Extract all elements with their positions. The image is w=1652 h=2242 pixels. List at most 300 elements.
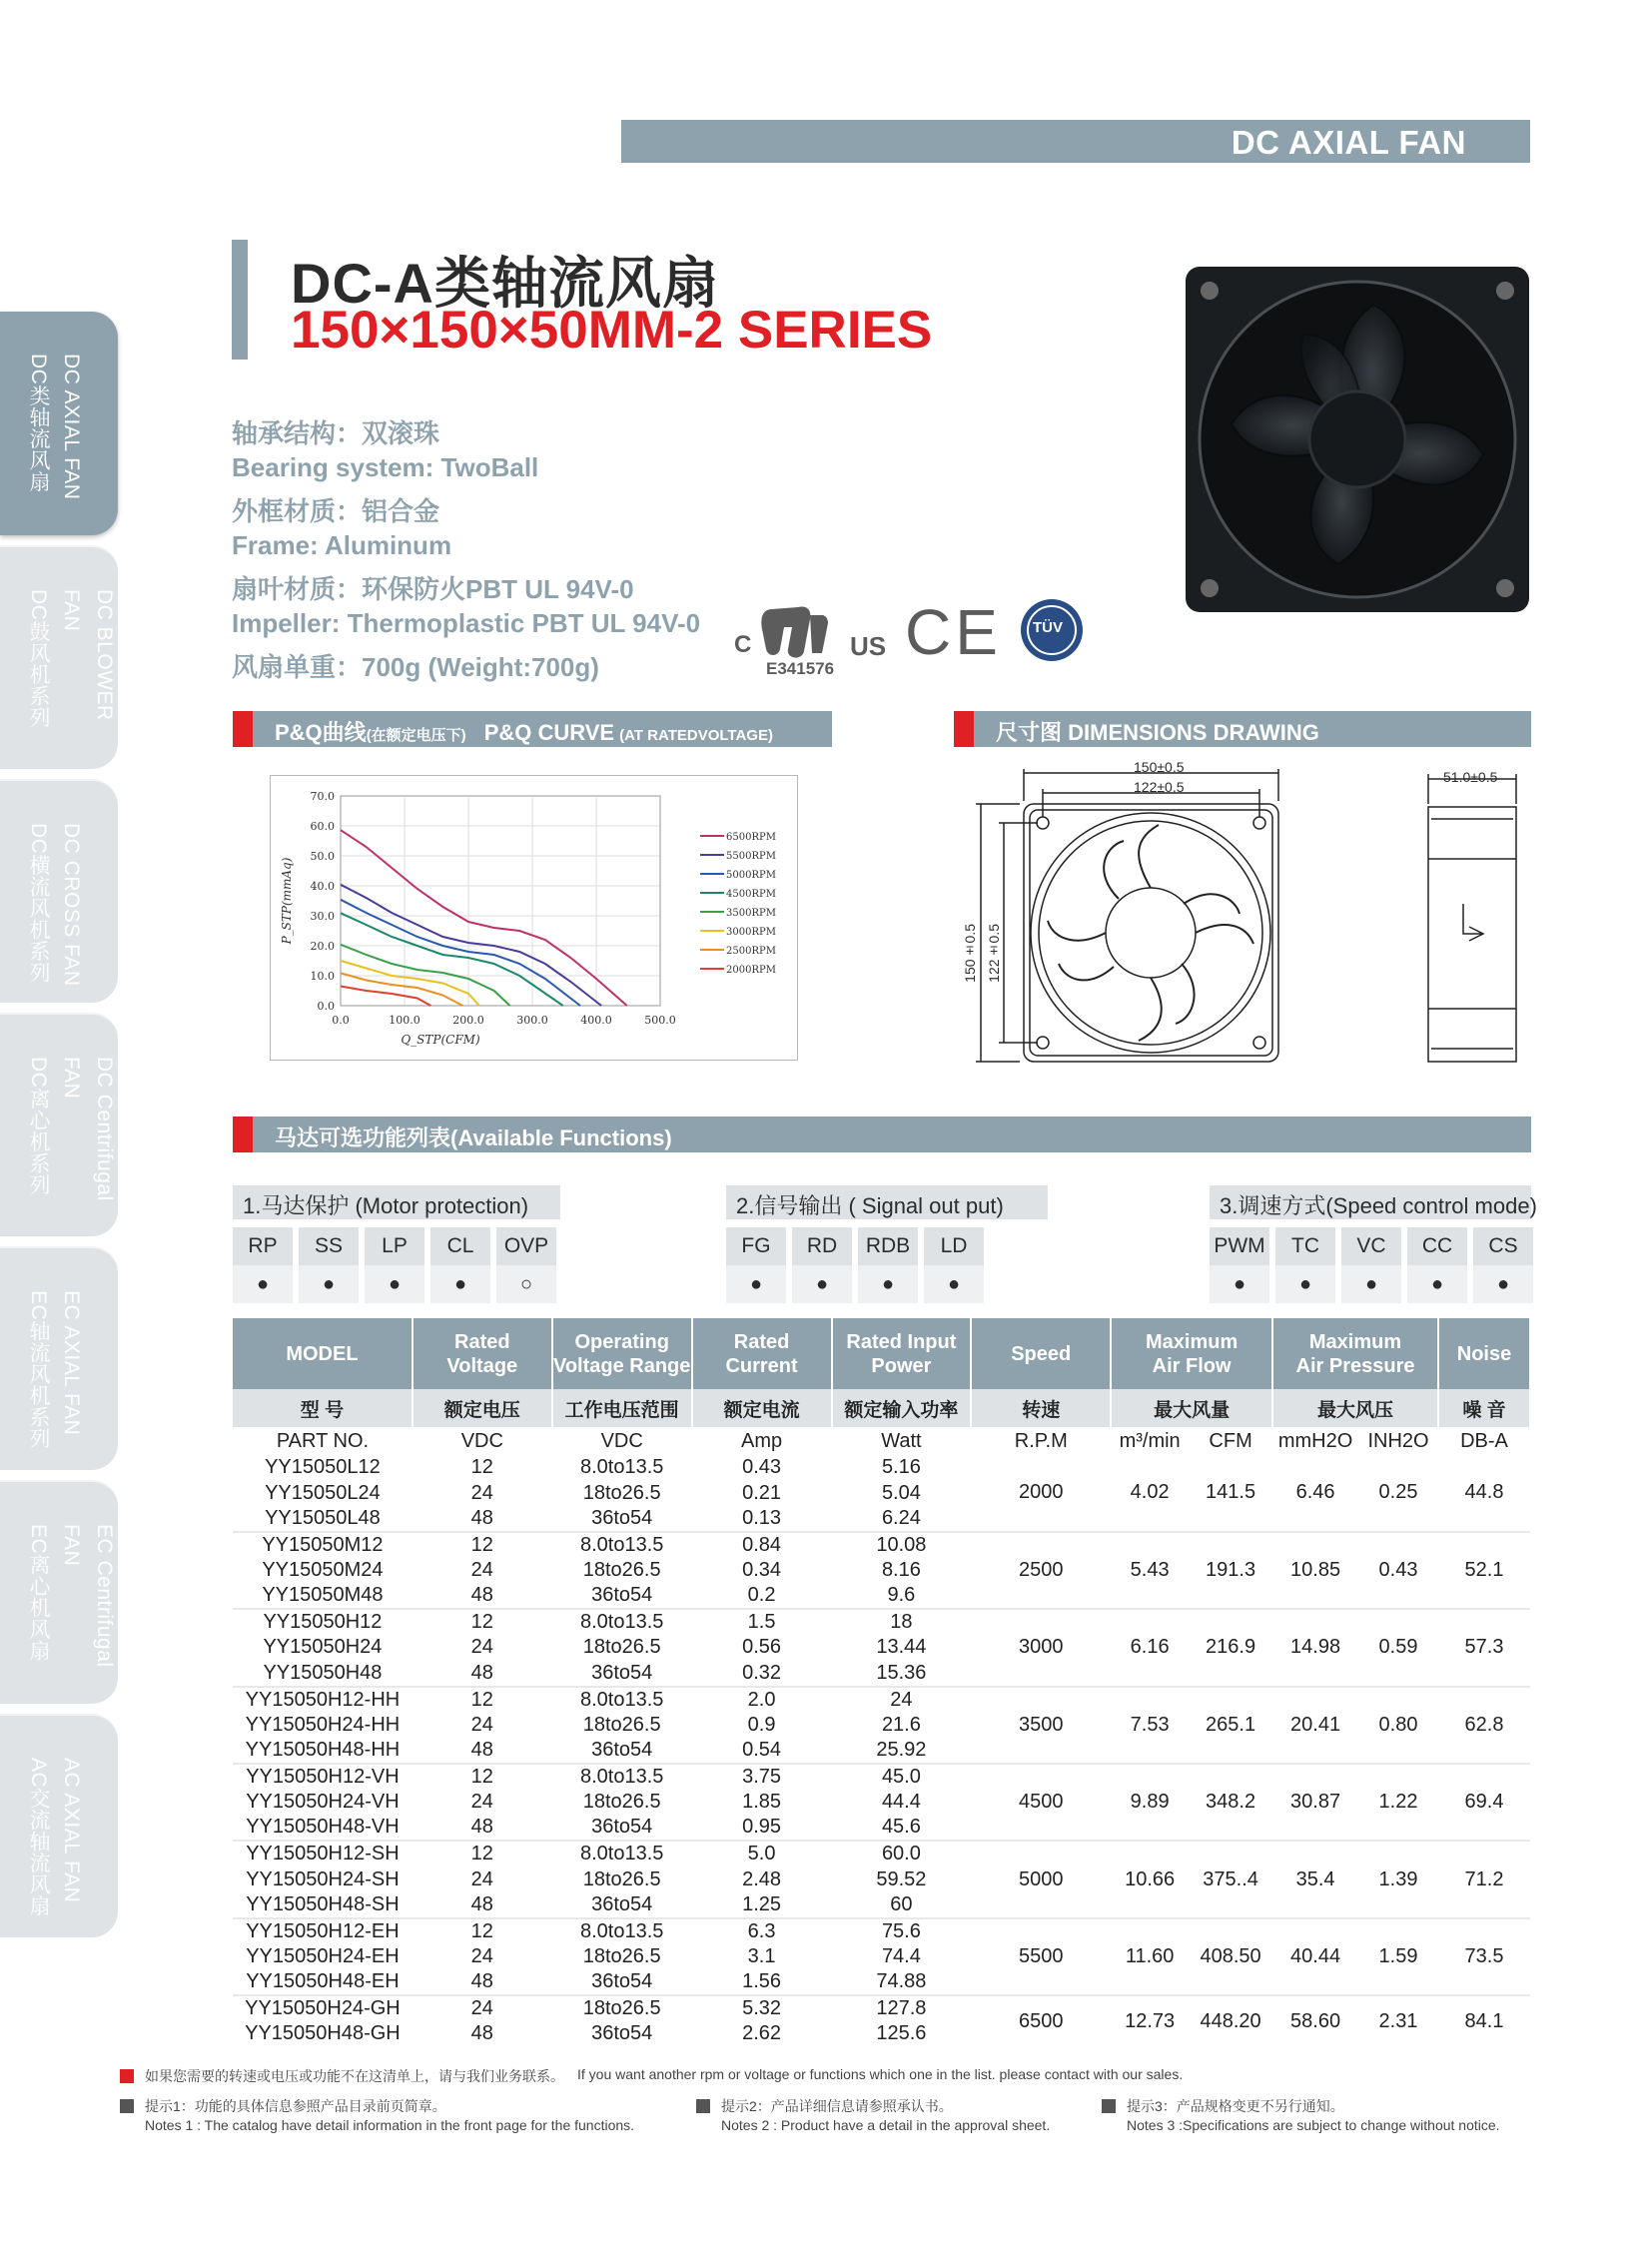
- cell-mmh2o: 20.41: [1272, 1687, 1358, 1764]
- th-model: MODEL: [233, 1318, 413, 1389]
- cell-speed: 4500: [971, 1764, 1111, 1841]
- tab-cn: DC鼓风机系列: [27, 589, 50, 728]
- cell-m3min: 6.16: [1111, 1609, 1189, 1686]
- cell-power: 25.92: [876, 1738, 927, 1761]
- cell-range: 18to26.5: [552, 1995, 692, 2021]
- cell-current: 0.13: [742, 1506, 782, 1529]
- func-mark-rd: ●: [792, 1265, 852, 1303]
- cell-voltage: 24: [470, 1791, 493, 1814]
- unit-mmh2o: mmH2O: [1277, 1429, 1353, 1452]
- cell-range: 18to26.5: [582, 1713, 661, 1736]
- cell-current: 0.34: [742, 1558, 782, 1581]
- y-tick-label: 60.0: [310, 820, 335, 833]
- cell-inh2o: 2.31: [1358, 1995, 1438, 2046]
- section-marker: [954, 711, 974, 747]
- cell-model: YY15050M48: [262, 1584, 384, 1607]
- legend-label: 5500RPM: [726, 851, 776, 862]
- func-code-rdb: RDB: [858, 1227, 918, 1265]
- cell-cfm: 408.50: [1189, 1918, 1272, 1995]
- cell-power: 60.0: [832, 1841, 972, 1867]
- series-line-6500rpm: [341, 830, 627, 1006]
- unit-m3min: m³/min: [1119, 1429, 1181, 1452]
- y-tick-label: 0.0: [317, 1000, 335, 1013]
- tab-en: DC BLOWER FAN: [60, 589, 116, 721]
- cell-voltage: 48: [470, 1892, 493, 1915]
- cell-speed: 3500: [971, 1687, 1111, 1764]
- y-tick-label: 50.0: [310, 850, 335, 863]
- cell-mmh2o: 35.4: [1272, 1841, 1358, 1917]
- func-code-vc: VC: [1341, 1227, 1401, 1265]
- func-mark-vc: ●: [1341, 1265, 1401, 1303]
- th-cn-voltage: 额定电压: [413, 1389, 552, 1427]
- cell-model: YY15050H12-SH: [233, 1841, 413, 1867]
- cell-m3min: 4.02: [1130, 1481, 1170, 1504]
- y-axis-label: P_STP(mmAq): [280, 857, 294, 945]
- cell-current: 1.85: [742, 1791, 782, 1814]
- unit-cfm: CFM: [1209, 1429, 1252, 1452]
- th-noise: Noise: [1438, 1318, 1530, 1389]
- cell-range: 36to54: [591, 1506, 653, 1529]
- dimension-title: 尺寸图 DIMENSIONS DRAWING: [996, 720, 1319, 745]
- functions-title: 马达可选功能列表(Available Functions): [275, 1125, 672, 1150]
- pq-title-en: P&Q CURVE: [483, 720, 615, 745]
- cell-model: YY15050L24: [265, 1481, 381, 1504]
- cell-inh2o: 1.59: [1358, 1918, 1438, 1995]
- cell-voltage: 12: [470, 1456, 493, 1479]
- cell-power: 10.08: [832, 1532, 972, 1558]
- table-row: [233, 1532, 1530, 1558]
- cell-model: YY15050H48-GH: [245, 2022, 401, 2045]
- product-title: DC-A类轴流风扇: [291, 252, 719, 315]
- table-row: [233, 1764, 1530, 1790]
- dim-hole-width: 122±0.5: [1134, 779, 1185, 795]
- cell-voltage: 12: [413, 1841, 552, 1867]
- table-row: [233, 1455, 1530, 1480]
- tab-en: DC Centrifugal FAN: [60, 1057, 116, 1201]
- y-tick-label: 10.0: [310, 970, 335, 983]
- cell-voltage: 48: [470, 2022, 493, 2045]
- table-row: [233, 1841, 1530, 1867]
- note1-cn: 提示1：功能的具体信息参照产品目录前页简章。: [145, 2098, 446, 2114]
- cell-model: YY15050H24-GH: [233, 1995, 413, 2021]
- cell-voltage: 24: [470, 1636, 493, 1659]
- cell-current: 2.62: [742, 2022, 782, 2045]
- product-series: 150×150×50MM-2 SERIES: [291, 301, 933, 360]
- cell-m3min: 11.60: [1111, 1918, 1189, 1995]
- cell-power: 45.0: [832, 1764, 972, 1790]
- pq-title-cn-small: (在额定电压下): [366, 727, 466, 744]
- cell-voltage: 24: [413, 1995, 552, 2021]
- cell-current: 0.56: [742, 1636, 782, 1659]
- cell-range: 36to54: [591, 1892, 653, 1915]
- legend-label: 2000RPM: [726, 965, 776, 976]
- fan-product-photo: [1184, 265, 1531, 614]
- func-group-motor-protection: 1.马达保护 (Motor protection): [233, 1185, 560, 1219]
- legend-label: 6500RPM: [726, 832, 776, 843]
- cell-cfm: 375..4: [1189, 1841, 1272, 1917]
- cell-power: 44.4: [881, 1791, 921, 1814]
- func-mark-ss: ●: [299, 1265, 359, 1303]
- th-cn-model: 型 号: [233, 1389, 413, 1427]
- cell-power: 8.16: [881, 1558, 921, 1581]
- cell-noise: 73.5: [1438, 1918, 1530, 1995]
- tab-en: DC AXIAL FAN: [60, 354, 83, 500]
- cell-mmh2o: 58.60: [1272, 1995, 1358, 2046]
- func-mark-fg: ●: [726, 1265, 786, 1303]
- tab-cn: DC横流风机系列: [27, 823, 50, 984]
- spec-frame-en: Frame: Aluminum: [232, 530, 452, 560]
- x-tick-label: 400.0: [580, 1014, 612, 1027]
- cell-noise: 57.3: [1438, 1609, 1530, 1686]
- cell-range: 8.0to13.5: [552, 1918, 692, 1944]
- cell-model: YY15050H12: [233, 1609, 413, 1635]
- cell-m3min: 7.53: [1111, 1687, 1189, 1764]
- cell-range: 18to26.5: [582, 1481, 661, 1504]
- th-cn-speed: 转速: [971, 1389, 1111, 1427]
- cell-cfm: 141.5: [1206, 1481, 1256, 1504]
- y-tick-label: 30.0: [310, 910, 335, 923]
- cell-noise: 62.8: [1438, 1687, 1530, 1764]
- cell-model: YY15050L48: [265, 1506, 381, 1529]
- cell-voltage: 24: [470, 1944, 493, 1967]
- func-code-cc: CC: [1407, 1227, 1467, 1265]
- contact-note-cn: 如果您需要的转速或电压或功能不在这清单上，请与我们业务联系。: [145, 2068, 564, 2084]
- tab-cn: EC离心机风扇: [27, 1524, 50, 1662]
- cell-power: 74.88: [876, 1970, 927, 1993]
- cell-power: 125.6: [876, 2022, 927, 2045]
- tab-en: AC AXIAL FAN: [60, 1758, 83, 1903]
- unit-inh2o: INH2O: [1367, 1429, 1429, 1452]
- cell-model: YY15050H24-HH: [245, 1713, 401, 1736]
- cell-model: YY15050H48-SH: [246, 1892, 400, 1915]
- ul-cert-logo: [732, 597, 892, 679]
- cell-model: YY15050L12: [265, 1456, 381, 1479]
- note2-en: Notes 2 : Product have a detail in the approval sheet.: [721, 2117, 1051, 2133]
- tab-cn: EC轴流风机系列: [27, 1290, 50, 1450]
- func-code-ld: LD: [924, 1227, 984, 1265]
- cell-voltage: 48: [470, 1970, 493, 1993]
- cell-range: 18to26.5: [582, 1868, 661, 1890]
- cell-current: 0.54: [742, 1738, 782, 1761]
- spec-impeller-cn: 扇叶材质：环保防火PBT UL 94V-0: [232, 574, 634, 604]
- pq-title-en-small: (AT RATEDVOLTAGE): [619, 727, 773, 744]
- section-marker: [233, 1117, 253, 1152]
- cell-power: 18: [832, 1609, 972, 1635]
- unit-amp: Amp: [741, 1429, 783, 1452]
- func-group-speed-control: 3.调速方式(Speed control mode): [1210, 1185, 1531, 1219]
- spec-bearing-cn: 轴承结构：双滚珠: [232, 418, 440, 448]
- th-cn-airflow: 最大风量: [1111, 1389, 1272, 1427]
- dimension-section-bar: [954, 711, 1531, 747]
- side-tab-dc-blower[interactable]: [0, 545, 118, 769]
- func-code-fg: FG: [726, 1227, 786, 1265]
- th-rated-current: Rated Current: [692, 1318, 832, 1389]
- spec-weight: 风扇单重：700g (Weight:700g): [232, 652, 599, 682]
- cell-range: 36to54: [591, 1661, 653, 1684]
- cell-range: 8.0to13.5: [552, 1841, 692, 1867]
- section-marker: [233, 711, 253, 747]
- cell-model: YY15050H24-VH: [246, 1791, 400, 1814]
- cell-current: 0.43: [742, 1456, 782, 1479]
- func-code-rd: RD: [792, 1227, 852, 1265]
- legend-label: 3000RPM: [726, 927, 776, 938]
- cell-range: 8.0to13.5: [552, 1687, 692, 1713]
- spec-table: [233, 1318, 1531, 2047]
- cell-range: 18to26.5: [582, 1791, 661, 1814]
- side-tab-ec-axial[interactable]: [0, 1246, 118, 1470]
- cell-voltage: 24: [470, 1558, 493, 1581]
- cell-mmh2o: 30.87: [1272, 1764, 1358, 1841]
- cell-power: 21.6: [881, 1713, 921, 1736]
- dimension-drawing: [954, 759, 1533, 1084]
- cell-range: 8.0to13.5: [552, 1532, 692, 1558]
- cell-voltage: 24: [470, 1868, 493, 1890]
- cell-power: 127.8: [832, 1995, 972, 2021]
- note3-en: Notes 3 :Specifications are subject to change without notice.: [1127, 2117, 1500, 2133]
- cell-model: YY15050H48-EH: [246, 1970, 400, 1993]
- x-tick-label: 100.0: [389, 1014, 420, 1027]
- func-mark-rp: ●: [233, 1265, 293, 1303]
- th-input-power: Rated Input Power: [832, 1318, 972, 1389]
- note3-marker: [1102, 2099, 1116, 2113]
- cell-current: 0.32: [742, 1661, 782, 1684]
- cell-inh2o: 1.39: [1358, 1841, 1438, 1917]
- cell-inh2o: 0.25: [1378, 1481, 1418, 1504]
- tuv-text: TÜV: [1033, 619, 1063, 636]
- cell-voltage: 24: [470, 1481, 493, 1504]
- pq-curve-chart: [270, 775, 798, 1061]
- cell-power: 60: [890, 1892, 913, 1915]
- ul-c-mark: C: [734, 631, 752, 658]
- cell-range: 18to26.5: [582, 1636, 661, 1659]
- cell-noise: 52.1: [1438, 1532, 1530, 1609]
- cell-m3min: 12.73: [1111, 1995, 1189, 2046]
- cell-current: 2.48: [742, 1868, 782, 1890]
- tab-cn: AC交流轴流风扇: [27, 1758, 50, 1917]
- unit-vdc: VDC: [460, 1429, 503, 1452]
- cell-voltage: 48: [470, 1738, 493, 1761]
- func-code-rp: RP: [233, 1227, 293, 1265]
- spec-table-body: [233, 1455, 1530, 2047]
- cell-power: 9.6: [887, 1584, 916, 1607]
- dim-hole-height: 122±0.5: [986, 924, 1002, 983]
- cell-voltage: 48: [470, 1816, 493, 1839]
- tab-en: EC Centrifugal FAN: [60, 1524, 116, 1668]
- tab-cn: DC离心机系列: [27, 1057, 50, 1195]
- spec-bearing-en: Bearing system: TwoBall: [232, 452, 539, 482]
- cell-power: 5.04: [881, 1481, 921, 1504]
- cell-voltage: 12: [413, 1918, 552, 1944]
- cell-cfm: 216.9: [1189, 1609, 1272, 1686]
- x-tick-label: 200.0: [452, 1014, 484, 1027]
- cell-speed: 2000: [1018, 1481, 1064, 1504]
- note3-cn: 提示3：产品规格变更不另行通知。: [1127, 2098, 1344, 2114]
- table-row: [233, 1995, 1530, 2021]
- cell-noise: 44.8: [1464, 1481, 1504, 1504]
- func-code-tc: TC: [1275, 1227, 1335, 1265]
- x-tick-label: 500.0: [644, 1014, 676, 1027]
- contact-note-en: If you want another rpm or voltage or functions which one in the list. please contact with our sales.: [577, 2066, 1184, 2082]
- cell-model: YY15050H24-EH: [246, 1944, 400, 1967]
- note1-en: Notes 1 : The catalog have detail information in the front page for the functions.: [145, 2117, 635, 2133]
- func-code-lp: LP: [365, 1227, 424, 1265]
- cell-power: 45.6: [881, 1816, 921, 1839]
- unit-vdc-range: VDC: [600, 1429, 643, 1452]
- series-line-5500rpm: [341, 885, 601, 1006]
- th-cn-noise: 噪 音: [1438, 1389, 1530, 1427]
- cell-voltage: 48: [470, 1584, 493, 1607]
- cell-speed: 5000: [971, 1841, 1111, 1917]
- header-title: DC AXIAL FAN: [1231, 124, 1466, 161]
- func-mark-pwm: ●: [1210, 1265, 1269, 1303]
- cell-inh2o: 1.22: [1358, 1764, 1438, 1841]
- side-tab-ac-axial[interactable]: [0, 1714, 118, 1937]
- cell-voltage: 48: [470, 1506, 493, 1529]
- table-row: [233, 1687, 1530, 1713]
- unit-part-no: PART NO.: [276, 1429, 370, 1452]
- spec-frame-cn: 外框材质：铝合金: [232, 496, 440, 526]
- func-mark-rdb: ●: [858, 1265, 918, 1303]
- cell-current: 1.25: [742, 1892, 782, 1915]
- legend-label: 5000RPM: [726, 870, 776, 881]
- cell-m3min: 5.43: [1111, 1532, 1189, 1609]
- func-code-pwm: PWM: [1210, 1227, 1269, 1265]
- table-row: [233, 1609, 1530, 1635]
- func-group-signal-out: 2.信号输出 ( Signal out put): [726, 1185, 1048, 1219]
- y-tick-label: 70.0: [310, 790, 335, 803]
- cell-noise: 69.4: [1438, 1764, 1530, 1841]
- cell-current: 3.1: [747, 1944, 776, 1967]
- func-code-ss: SS: [299, 1227, 359, 1265]
- th-cn-power: 额定输入功率: [832, 1389, 972, 1427]
- cell-model: YY15050H48: [263, 1661, 383, 1684]
- cell-current: 1.56: [742, 1970, 782, 1993]
- side-tab-dc-centrifugal[interactable]: [0, 1013, 118, 1236]
- cell-range: 36to54: [591, 2022, 653, 2045]
- cell-cfm: 265.1: [1189, 1687, 1272, 1764]
- dim-outer-width: 150±0.5: [1134, 759, 1185, 775]
- cell-power: 74.4: [881, 1944, 921, 1967]
- contact-note-marker: [120, 2069, 134, 2083]
- cell-voltage: 12: [413, 1687, 552, 1713]
- cell-model: YY15050H12-VH: [233, 1764, 413, 1790]
- func-mark-cl: ●: [430, 1265, 490, 1303]
- unit-dba: DB-A: [1460, 1429, 1508, 1452]
- unit-watt: Watt: [881, 1429, 922, 1452]
- func-mark-ovp: ○: [496, 1265, 556, 1303]
- th-air-flow: Maximum Air Flow: [1111, 1318, 1272, 1389]
- cell-range: 8.0to13.5: [552, 1609, 692, 1635]
- ul-us-mark: US: [850, 631, 887, 661]
- cell-cfm: 448.20: [1189, 1995, 1272, 2046]
- cell-range: 18to26.5: [582, 1558, 661, 1581]
- cell-m3min: 9.89: [1111, 1764, 1189, 1841]
- cell-mmh2o: 6.46: [1295, 1481, 1335, 1504]
- cell-range: 8.0to13.5: [579, 1456, 664, 1479]
- side-tab-dc-axial[interactable]: [0, 312, 118, 535]
- unit-rpm: R.P.M: [1014, 1429, 1068, 1452]
- side-tab-ec-centrifugal[interactable]: [0, 1480, 118, 1704]
- cell-current: 0.95: [742, 1816, 782, 1839]
- pq-curve-svg: [271, 776, 799, 1062]
- y-tick-label: 40.0: [310, 880, 335, 893]
- cell-current: 6.3: [692, 1918, 832, 1944]
- th-rated-voltage: Rated Voltage: [413, 1318, 552, 1389]
- cell-power: 5.16: [881, 1456, 921, 1479]
- cell-cfm: 191.3: [1189, 1532, 1272, 1609]
- cell-inh2o: 0.59: [1358, 1609, 1438, 1686]
- pq-section-bar: [233, 711, 832, 747]
- func-code-cs: CS: [1473, 1227, 1533, 1265]
- cell-power: 15.36: [876, 1661, 927, 1684]
- cell-voltage: 12: [413, 1532, 552, 1558]
- x-axis-label: Q_STP(CFM): [401, 1033, 480, 1047]
- cell-model: YY15050H24-SH: [246, 1868, 400, 1890]
- side-tab-dc-cross[interactable]: [0, 779, 118, 1003]
- note2-cn: 提示2：产品详细信息请参照承认书。: [721, 2098, 953, 2114]
- cell-range: 36to54: [591, 1738, 653, 1761]
- title-accent-bar: [232, 240, 248, 360]
- note2-marker: [696, 2099, 710, 2113]
- cell-speed: 3000: [971, 1609, 1111, 1686]
- x-tick-label: 0.0: [332, 1014, 350, 1027]
- header-bar: [621, 120, 1530, 163]
- dim-depth: 51.0±0.5: [1443, 769, 1498, 785]
- cell-range: 36to54: [591, 1584, 653, 1607]
- cell-speed: 5500: [971, 1918, 1111, 1995]
- x-tick-label: 300.0: [516, 1014, 548, 1027]
- cell-current: 0.2: [747, 1584, 776, 1607]
- note1-marker: [120, 2099, 134, 2113]
- cell-cfm: 348.2: [1189, 1764, 1272, 1841]
- func-code-ovp: OVP: [496, 1227, 556, 1265]
- tab-en: DC CROSS FAN: [60, 823, 83, 987]
- spec-impeller-en: Impeller: Thermoplastic PBT UL 94V-0: [232, 608, 701, 638]
- cell-range: 8.0to13.5: [552, 1764, 692, 1790]
- cell-model: YY15050H48-HH: [245, 1738, 401, 1761]
- cell-model: YY15050M12: [233, 1532, 413, 1558]
- cell-power: 75.6: [832, 1918, 972, 1944]
- cell-speed: 6500: [971, 1995, 1111, 2046]
- cell-range: 18to26.5: [582, 1944, 661, 1967]
- cell-range: 36to54: [591, 1816, 653, 1839]
- cell-model: YY15050H48-VH: [246, 1816, 400, 1839]
- func-mark-cc: ●: [1407, 1265, 1467, 1303]
- table-row: [233, 1918, 1530, 1944]
- cell-mmh2o: 10.85: [1272, 1532, 1358, 1609]
- cell-voltage: 48: [470, 1661, 493, 1684]
- cell-voltage: 12: [413, 1609, 552, 1635]
- legend-label: 3500RPM: [726, 908, 776, 919]
- cell-inh2o: 0.43: [1358, 1532, 1438, 1609]
- cell-voltage: 12: [413, 1764, 552, 1790]
- cell-range: 36to54: [591, 1970, 653, 1993]
- func-mark-cs: ●: [1473, 1265, 1533, 1303]
- legend-label: 2500RPM: [726, 946, 776, 957]
- th-cn-pressure: 最大风压: [1272, 1389, 1438, 1427]
- cell-speed: 2500: [971, 1532, 1111, 1609]
- func-mark-tc: ●: [1275, 1265, 1335, 1303]
- cell-power: 6.24: [881, 1506, 921, 1529]
- cell-mmh2o: 40.44: [1272, 1918, 1358, 1995]
- cell-current: 0.9: [747, 1713, 776, 1736]
- cell-current: 1.5: [692, 1609, 832, 1635]
- cell-model: YY15050M24: [262, 1558, 384, 1581]
- cell-current: 2.0: [692, 1687, 832, 1713]
- functions-section-bar: [233, 1117, 1531, 1152]
- th-cn-range: 工作电压范围: [552, 1389, 692, 1427]
- ul-file-number: E341576: [766, 659, 835, 678]
